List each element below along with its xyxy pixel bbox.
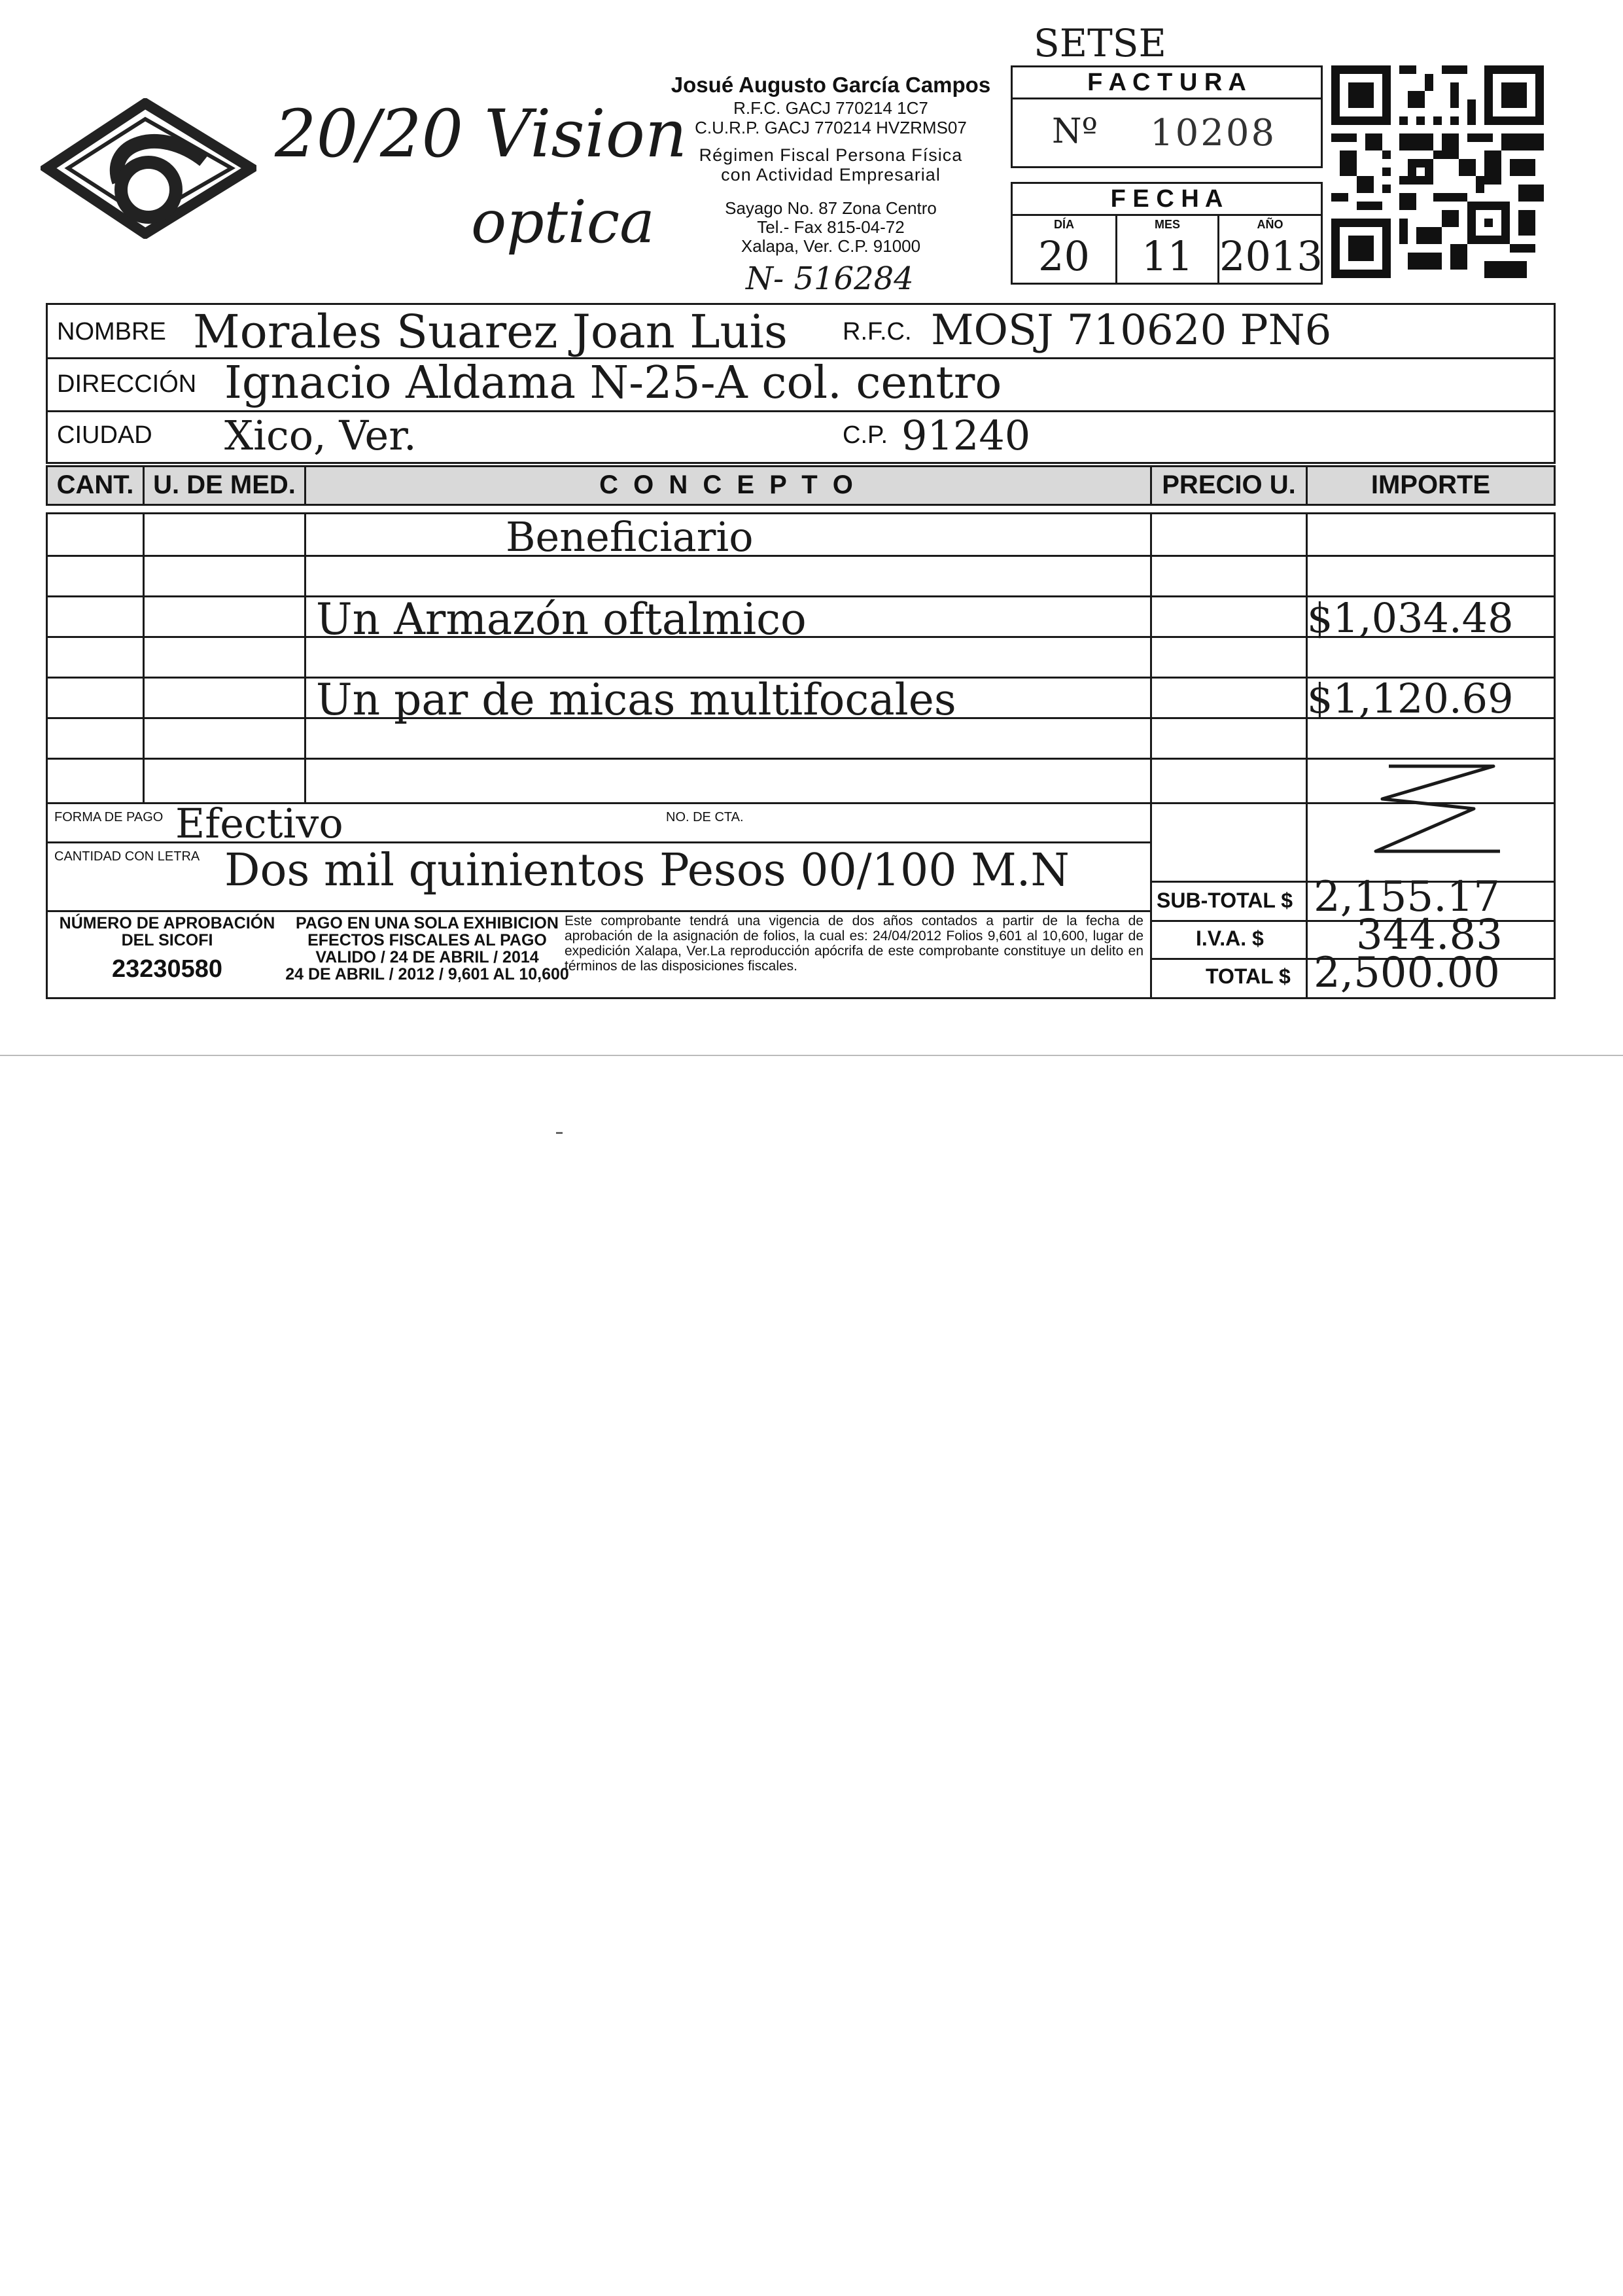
handwritten-folio: N- 516284 [746, 260, 914, 297]
client-cp-label: C.P. [843, 421, 888, 449]
client-address: Ignacio Aldama N-25-A col. centro [224, 357, 1002, 409]
issuer-name: Josué Augusto García Campos [671, 73, 991, 97]
payment-method-label: FORMA DE PAGO [54, 810, 164, 824]
date-day: 20 [1038, 232, 1090, 280]
month-label: MES [1154, 218, 1180, 231]
iva-value: 344.83 [1356, 911, 1503, 959]
invoice-number: 10208 [1150, 112, 1277, 154]
qr-code-icon [1331, 65, 1544, 278]
sicofi-number: 23230580 [111, 955, 223, 983]
row-3-concept: Un Armazón oftalmico [316, 594, 807, 645]
date-year: 2013 [1219, 232, 1323, 280]
issuer-address-1: Sayago No. 87 Zona Centro [725, 198, 937, 218]
amount-words: Dos mil quinientos Pesos 00/100 M.N [224, 845, 1070, 896]
date-box [1011, 182, 1323, 285]
subtotal-value: 2,155.17 [1314, 873, 1500, 921]
date-title: F E C H A [1013, 184, 1321, 216]
client-rfc-label: R.F.C. [843, 318, 912, 345]
sicofi-label-1: NÚMERO DE APROBACIÓN [59, 914, 275, 932]
issuer-curp: C.U.R.P. GACJ 770214 HVZRMS07 [695, 118, 967, 137]
issuer-rfc: R.F.C. GACJ 770214 1C7 [733, 98, 928, 118]
client-address-label: DIRECCIÓN [57, 370, 197, 398]
issuer-regimen-1: Régimen Fiscal Persona Física [699, 145, 963, 165]
total-label: TOTAL $ [1206, 964, 1291, 988]
speck [556, 1132, 563, 1134]
pago-line-3: VALIDO / 24 DE ABRIL / 2014 [315, 948, 539, 966]
pago-block [273, 915, 581, 983]
issuer-address-2: Xalapa, Ver. C.P. 91000 [741, 236, 921, 256]
date-month: 11 [1142, 232, 1193, 280]
row-3-amount: $1,034.48 [1307, 594, 1514, 642]
pago-line-1: PAGO EN UNA SOLA EXHIBICION [296, 914, 559, 932]
table-header [46, 465, 1556, 506]
header-concept: C O N C E P T O [599, 470, 857, 499]
payment-method: Efectivo [175, 800, 343, 847]
pago-line-2: EFECTOS FISCALES AL PAGO [307, 931, 547, 949]
iva-label: I.V.A. $ [1196, 927, 1264, 950]
client-name: Morales Suarez Joan Luis [193, 305, 788, 359]
total-value: 2,500.00 [1314, 949, 1500, 997]
row-5-concept: Un par de micas multifocales [316, 675, 956, 725]
eye-logo-icon [41, 98, 256, 239]
brand-name: 20/20 Vision [275, 96, 688, 172]
issuer-regimen-2: con Actividad Empresarial [721, 165, 941, 185]
issuer-block [657, 72, 1004, 256]
client-cp: 91240 [901, 412, 1031, 459]
account-label: NO. DE CTA. [666, 810, 744, 824]
day-label: DÍA [1054, 218, 1074, 231]
sicofi-label-2: DEL SICOFI [121, 931, 213, 949]
client-city-label: CIUDAD [57, 421, 152, 449]
amount-words-label: CANTIDAD CON LETRA [54, 849, 200, 864]
header-price: PRECIO U. [1162, 470, 1296, 499]
header-qty: CANT. [56, 470, 134, 499]
sum-mark-icon [1363, 760, 1507, 858]
sicofi-block [54, 915, 280, 984]
factura-box [1011, 65, 1323, 168]
factura-title: F A C T U R A [1013, 67, 1321, 99]
year-label: AÑO [1257, 218, 1283, 231]
handwritten-note: SETSE [1034, 21, 1166, 65]
paper-edge [0, 1055, 1623, 1056]
client-box [46, 303, 1556, 464]
client-city: Xico, Ver. [224, 412, 417, 459]
subtotal-label: SUB-TOTAL $ [1157, 889, 1293, 912]
header-amount: IMPORTE [1370, 470, 1491, 499]
brand-subtitle: optica [471, 188, 655, 256]
legal-text: Este comprobante tendrá una vigencia de dos años contados a partir de la fecha de aprobación de la asignación de folios, la cual es: 24/04/2012 Folios 9,601 al 10,600, lugar de expedición Xalapa, Ver.La reproducción apócrifa de este comprobante constituye un delito en términos de las disposiciones fiscales. [565, 913, 1143, 974]
issuer-phone: Tel.- Fax 815-04-72 [757, 217, 905, 237]
row-5-amount: $1,120.69 [1307, 675, 1514, 722]
row-1-concept: Beneficiario [506, 513, 754, 561]
client-name-label: NOMBRE [57, 318, 166, 345]
header-unit: U. DE MED. [153, 470, 296, 499]
client-rfc: MOSJ 710620 PN6 [931, 306, 1332, 355]
number-label: Nº [1052, 112, 1098, 151]
pago-line-4: 24 DE ABRIL / 2012 / 9,601 AL 10,600 [285, 965, 569, 983]
items-table [46, 512, 1556, 999]
